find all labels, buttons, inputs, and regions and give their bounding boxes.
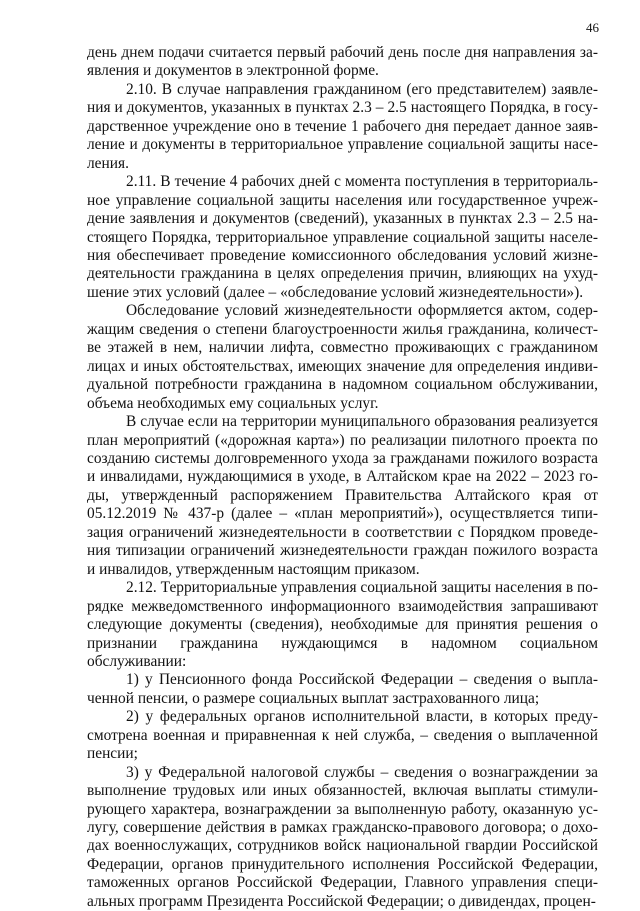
paragraph-continuation: день днем подачи считается первый рабочий день после дня направления заявления и документов в электронной форме. (87, 44, 598, 80)
document-body (87, 44, 598, 911)
paragraph-survey-act: Обследование условий жизнедеятельности оформляется актом, содержащим сведения о степени благоустроенности жилья гражданина, количестве этажей в нем, наличии лифта, совместно проживающих с гражданином лицах и иных обстоятельствах, имеющих значение для определения индивидуальной потребности гражданина в надомном социальном обслуживании, объема необходимых ему социальных услуг. (87, 302, 598, 412)
paragraph-2-11: 2.11. В течение 4 рабочих дней с момента поступления в территориальное управление социальной защиты населения или государственное учреждение заявления и документов (сведений), указанных в пунктах 2.3 – 2.5 настоящего Порядка, территориальное управление социальной защиты населения обеспечивает проведение комиссионного обследования условий жизнедеятельности гражданина в целях определения причин, влияющих на ухудшение этих условий (далее – «обследование условий жизнедеятельности»). (87, 173, 598, 301)
paragraph-roadmap: В случае если на территории муниципального образования реализуется план мероприятий («дорожная карта») по реализации пилотного проекта по созданию системы долговременного ухода за гражданами пожилого возраста и инвалидами, нуждающимися в уходе, в Алтайском крае на 2022 – 2023 годы, утвержденный распоряжением Правительства Алтайского края от 05.12.2019 № 437-р (далее – «план мероприятий»), осуществляется типизация ограничений жизнедеятельности в соответствии с Порядком проведения типизации ограничений жизнедеятельности граждан пожилого возраста и инвалидов, утвержденным настоящим приказом. (87, 413, 598, 578)
paragraph-2-12: 2.12. Территориальные управления социальной защиты населения в порядке межведомственного информационного взаимодействия запрашивают следующие документы (сведения), необходимые для принятия решения о признании гражданина нуждающимся в надомном социальном обслуживании: (87, 579, 599, 670)
list-item-3: 3) у Федеральной налоговой службы – сведения о вознаграждении за выполнение трудовых или иных обязанностей, включая выплаты стимулирующего характера, вознаграждении за выполненную работу, оказанную услугу, совершение действия в рамках гражданско-правового договора; о доходах военнослужащих, сотрудников войск национальной гвардии Российской Федерации, органов принудительного исполнения Российской Федерации, таможенных органов Российской Федерации, Главного управления специальных программ Президента Российской Федерации; о дивидендах, процен- (87, 763, 598, 910)
paragraph-2-10: 2.10. В случае направления гражданином (его представителем) заявления и документов, указанных в пунктах 2.3 – 2.5 настоящего Порядка, в государственное учреждение оно в течение 1 рабочего дня передает данное заявление и документы в территориальное управление социальной защиты населения. (87, 80, 598, 172)
page-number: 46 (586, 20, 599, 35)
list-item-1: 1) у Пенсионного фонда Российской Федерации – сведения о выплаченной пенсии, о размере социальных выплат застрахованного лица; (87, 671, 598, 707)
list-item-2: 2) у федеральных органов исполнительной власти, в которых предусмотрена военная и приравненная к ней служба, – сведения о выплаченной пенсии; (87, 708, 598, 763)
